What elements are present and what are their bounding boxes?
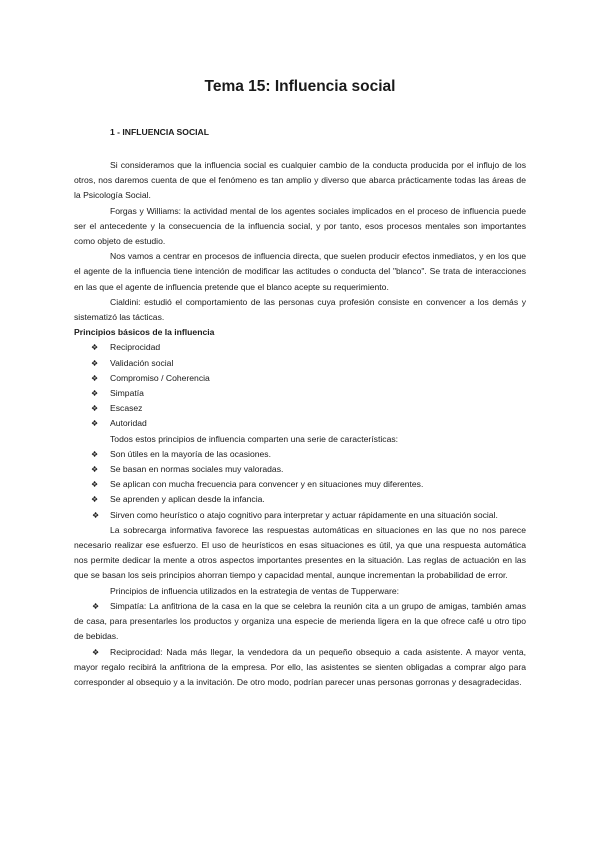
list-item: ❖ Se aprenden y aplican desde la infancia. (74, 492, 526, 507)
diamond-bullet-icon: ❖ (92, 601, 100, 611)
diamond-bullet-icon: ❖ (91, 343, 99, 353)
paragraph: Nos vamos a centrar en procesos de influencia directa, que suelen producir efectos inmediatos, y en los que el agente de la influencia tiene intención de modificar las actitudes o conducta del "blanco". Se trata de interacciones en las que el agente de influencia pretende que el blanco acepte su requerimiento. (74, 251, 526, 292)
list-item: ❖ Compromiso / Coherencia (74, 371, 526, 386)
list-item: ❖ Escasez (74, 401, 526, 416)
diamond-bullet-icon: ❖ (91, 449, 99, 459)
document-body (74, 158, 526, 690)
list-item: ❖ Sirven como heurístico o atajo cognitivo para interpretar y actuar rápidamente en una situación social. (74, 508, 526, 523)
paragraph: Forgas y Williams: la actividad mental de los agentes sociales implicados en el proceso de influencia puede ser el antecedente y la consecuencia de la influencia social, y por tanto, esos procesos mentales son importantes como objeto de estudio. (74, 205, 526, 247)
paragraph: Cialdini: estudió el comportamiento de las personas cuya profesión consiste en convencer a los demás y sistematizó las tácticas. (74, 296, 526, 323)
diamond-bullet-icon: ❖ (91, 419, 99, 429)
list-item: ❖ Validación social (74, 356, 526, 371)
document-title: Tema 15: Influencia social (204, 78, 396, 95)
paragraph: Si consideramos que la influencia social es cualquier cambio de la conducta producida por el influjo de los otros, nos daremos cuenta de que el fenómeno es tan amplio y diverso que abarca prácticamente todas las áreas de la Psicología Social. (74, 160, 526, 201)
diamond-bullet-icon: ❖ (91, 404, 99, 414)
list-item: ❖ Reciprocidad: Nada más llegar, la vendedora da un pequeño obsequio a cada asistente. A mayor venta, mayor regalo recibirá la anfitriona de la empresa. Por ello, las asistentes se sienten obligadas a comprar algo para corresponder al obsequio y a la invitación. De otro modo, podrían parecer unas personas gorronas y desagradecidas. (74, 646, 526, 687)
diamond-bullet-icon: ❖ (91, 465, 99, 475)
principles-heading: Principios básicos de la influencia (74, 327, 215, 338)
list-item: ❖ Simpatía: La anfitriona de la casa en la que se celebra la reunión cita a un grupo de amigas, también amas de casa, para presentarles los productos y organiza una especie de merienda ligera en la que ofrece café u otro tipo de bebidas. (74, 600, 526, 642)
list-item: ❖ Son útiles en la mayoría de las ocasiones. (74, 447, 526, 462)
diamond-bullet-icon: ❖ (91, 480, 99, 490)
list-item: ❖ Simpatía (74, 386, 526, 401)
diamond-bullet-icon: ❖ (91, 389, 99, 399)
characteristics-intro: Todos estos principios de influencia comparten una serie de características: (110, 433, 399, 444)
diamond-bullet-icon: ❖ (91, 358, 99, 368)
diamond-bullet-icon: ❖ (91, 373, 99, 383)
list-item: ❖ Se aplican con mucha frecuencia para convencer y en situaciones muy diferentes. (74, 477, 526, 492)
section-heading: 1 - INFLUENCIA SOCIAL (110, 127, 209, 137)
diamond-bullet-icon: ❖ (92, 510, 100, 520)
diamond-bullet-icon: ❖ (91, 495, 99, 505)
principles-list (74, 340, 526, 431)
paragraph: La sobrecarga informativa favorece las respuestas automáticas en situaciones en las que no nos parece necesario realizar ese esfuerzo. El uso de heurísticos en esas situaciones es útil, ya que una respuesta automática nos permite dedicar la mente a otros aspectos importantes presentes en la situación. Las reglas de actuación en las que se basan los seis principios ahorran tiempo y capacidad mental, aunque incrementan la probabilidad de error. (74, 524, 526, 581)
diamond-bullet-icon: ❖ (92, 647, 100, 657)
list-item: ❖ Autoridad (74, 416, 526, 431)
list-item: ❖ Se basan en normas sociales muy valoradas. (74, 462, 526, 477)
characteristics-list (74, 447, 526, 508)
list-item: ❖ Reciprocidad (74, 340, 526, 355)
tupperware-intro: Principios de influencia utilizados en la estrategia de ventas de Tupperware: (110, 585, 400, 596)
